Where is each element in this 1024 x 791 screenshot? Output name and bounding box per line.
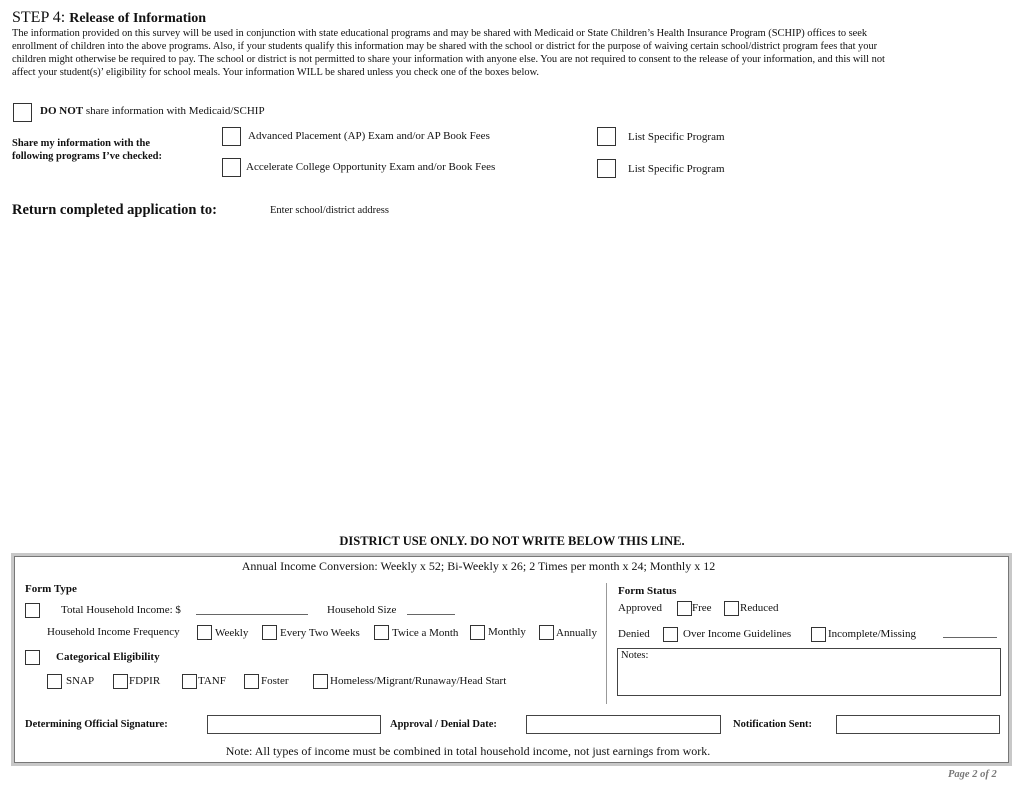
cat-foster-label: Foster (261, 675, 289, 687)
specific-program-1-label: List Specific Program (628, 131, 725, 143)
freq-annually-checkbox[interactable] (539, 625, 554, 640)
return-address[interactable]: Enter school/district address (270, 205, 389, 216)
incomplete-label: Incomplete/Missing (828, 628, 916, 640)
freq-annually-label: Annually (556, 627, 597, 639)
freq-every-two-label: Every Two Weeks (280, 627, 360, 639)
cat-fdpir-checkbox[interactable] (113, 674, 128, 689)
reduced-checkbox[interactable] (724, 601, 739, 616)
form-divider (606, 583, 607, 704)
district-use-header: DISTRICT USE ONLY. DO NOT WRITE BELOW THIS LINE. (339, 534, 685, 548)
free-checkbox[interactable] (677, 601, 692, 616)
approved-label: Approved (618, 602, 662, 614)
cat-homeless-label: Homeless/Migrant/Runaway/Head Start (330, 675, 507, 687)
do-not-share-checkbox[interactable] (13, 103, 32, 122)
paragraph-line: enrollment of children into the above programs. Also, if your students qualify this information may be shared with the school or district for the purpose of waiving certain school/district program fees that your (12, 41, 878, 52)
cat-tanf-label: TANF (198, 675, 226, 687)
release-paragraph (12, 27, 885, 79)
total-income-line[interactable] (196, 614, 308, 615)
freq-twice-label: Twice a Month (392, 627, 459, 639)
income-note: Note: All types of income must be combined in total household income, not just earnings from work. (225, 744, 711, 758)
paragraph-line: The information provided on this survey will be used in conjunction with state educational programs and may be shared with Medicaid or State Children’s Health Insurance Program (SCHIP) offices to seek (12, 28, 868, 39)
share-label-line: Share my information with the (12, 138, 151, 149)
signature-field[interactable] (207, 715, 381, 734)
share-label-line: following programs I’ve checked: (12, 151, 162, 162)
page-number: Page 2 of 2 (948, 769, 997, 780)
categorical-checkbox[interactable] (25, 650, 40, 665)
freq-weekly-checkbox[interactable] (197, 625, 212, 640)
form-status-heading: Form Status (618, 585, 677, 597)
free-label: Free (692, 602, 712, 614)
categorical-label: Categorical Eligibility (56, 651, 160, 663)
total-income-label: Total Household Income: $ (61, 604, 181, 616)
step4-heading (12, 9, 206, 27)
specific-program-1-checkbox[interactable] (597, 127, 616, 146)
freq-weekly-label: Weekly (215, 627, 249, 639)
specific-program-2-checkbox[interactable] (597, 159, 616, 178)
denied-label: Denied (618, 628, 650, 640)
return-label: Return completed application to: (12, 202, 217, 218)
step4-title: Release of Information (69, 11, 207, 26)
do-not-bold: DO NOT (40, 105, 84, 117)
aco-label: Accelerate College Opportunity Exam and/or Book Fees (246, 161, 496, 173)
total-income-checkbox[interactable] (25, 603, 40, 618)
do-not-rest: share information with Medicaid/SCHIP (85, 105, 265, 117)
signature-label: Determining Official Signature: (25, 719, 168, 730)
cat-homeless-checkbox[interactable] (313, 674, 328, 689)
form-type-heading: Form Type (25, 583, 77, 595)
aco-checkbox[interactable] (222, 158, 241, 177)
reduced-label: Reduced (740, 602, 779, 614)
do-not-share-label (40, 105, 265, 117)
paragraph-line: children might otherwise be required to pay. The school or district is not permitted to share your information with anyone else. You are not required to consent to the release of your information, and this will not (12, 54, 885, 65)
household-size-label: Household Size (327, 604, 397, 616)
notes-label: Notes: (621, 650, 649, 661)
freq-every-two-checkbox[interactable] (262, 625, 277, 640)
freq-twice-checkbox[interactable] (374, 625, 389, 640)
over-income-label: Over Income Guidelines (683, 628, 792, 640)
cat-snap-label: SNAP (66, 675, 95, 687)
cat-fdpir-label: FDPIR (129, 675, 161, 687)
household-size-line[interactable] (407, 614, 455, 615)
over-income-checkbox[interactable] (663, 627, 678, 642)
approval-date-field[interactable] (526, 715, 721, 734)
paragraph-line: affect your student(s)’ eligibility for school meals. Your information WILL be shared unless you check one of the boxes below. (12, 67, 540, 78)
step4-number: STEP 4: (12, 9, 66, 26)
freq-monthly-label: Monthly (488, 626, 526, 638)
incomplete-line[interactable] (943, 637, 997, 638)
cat-foster-checkbox[interactable] (244, 674, 259, 689)
notification-field[interactable] (836, 715, 1000, 734)
specific-program-2-label: List Specific Program (628, 163, 725, 175)
notes-box[interactable] (617, 648, 1001, 696)
freq-monthly-checkbox[interactable] (470, 625, 485, 640)
cat-tanf-checkbox[interactable] (182, 674, 197, 689)
income-conversion: Annual Income Conversion: Weekly x 52; Bi-Weekly x 26; 2 Times per month x 24; Monthly x 12 (241, 559, 716, 573)
incomplete-checkbox[interactable] (811, 627, 826, 642)
approval-date-label: Approval / Denial Date: (390, 719, 497, 730)
ap-checkbox[interactable] (222, 127, 241, 146)
cat-snap-checkbox[interactable] (47, 674, 62, 689)
share-programs-label (12, 137, 162, 163)
notification-label: Notification Sent: (733, 719, 813, 730)
ap-label: Advanced Placement (AP) Exam and/or AP Book Fees (248, 130, 490, 142)
frequency-label: Household Income Frequency (47, 626, 180, 638)
